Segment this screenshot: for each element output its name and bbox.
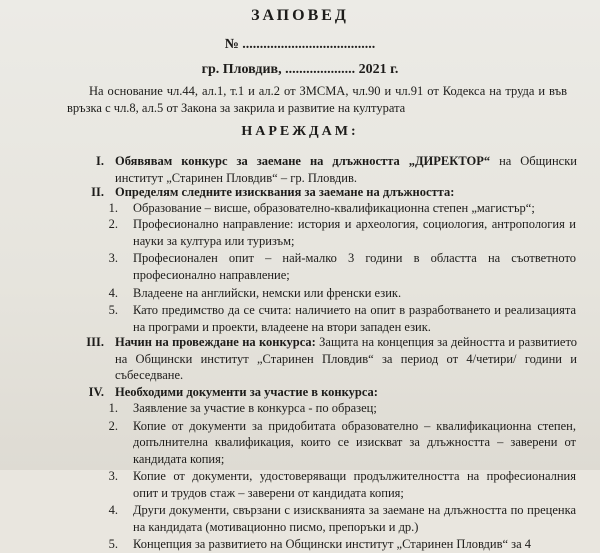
section-heading: Обявявам конкурс за заемане на длъжността „ДИРЕКТОР“ (115, 154, 491, 168)
order-number: № ...................................... (224, 37, 376, 52)
section-number: II. (91, 185, 104, 199)
legal-basis: На основание чл.44, ал.1, т.1 и ал.2 от ЗМСМА, чл.90 и чл.91 от Кодекса на труда и във връзка с чл.8, ал.5 от Закона за закрила и развитие на културата (67, 84, 567, 115)
document-title: ЗАПОВЕД (251, 7, 349, 24)
section-number: III. (86, 335, 104, 349)
section-text: на Общински институт „Старинен Пловдив“ – гр. Пловдив. (115, 154, 577, 185)
section-heading: Определям следните изисквания за заемане на длъжността: (115, 185, 455, 199)
section-heading: Начин на провеждане на конкурса: (115, 335, 316, 349)
section-number: IV. (88, 385, 104, 399)
document-page: ЗАПОВЕД № ...................................... гр. Пловдив, .................... 2021 г. На основание чл.44, ал.1, т.1 и ал.2 от ЗМСМА, чл.90 и чл.91 от Кодекса на труда и във връзка с чл.8, ал.5 от Закона за закрила и развитие на културата НАРЕЖДАМ: I. Обявявам конкурс за заемане на длъжността „ДИРЕКТОР“ на Общински институт „Старинен Пловдив“ – гр. Пловдив. II. Определям следните изисквания за заемане на длъжността: 1. Образование – висше, образователно-квалификационна степен „магистър“; 2. Професионално направление: история и археология, социология, антропология и науки за култура или туризъм; 3. Професионален опит – най-малко 3 години в областта на съответното професионално направление; 4. Владеене на английски, немски или френски език. 5. Като предимство да се счита: наличието на опит в разработването и реализацията на програми и проекти, владеене на втори западен език. III. Начин на провеждане на конкурса: Защита на концепция за дейността и развитието на Общински институт „Старинен Пловдив“ за период от 4/четири/ години и събеседване. IV. Необходими документи за участие в конкурса: 1. Заявление за участие в конкурса - по образец; 2. Копие от документи за придобитата образователно – квалификационна степен, допълнителна квалификация, които се изискват за длъжността – заверени от кандидата копия; 3. Копие от документи, удостоверяващи продължителността на професионалния опит и трудов стаж – заверени от кандидата копия; 4. Други документи, свързани с изискванията за заемане на длъжността по преценка на кандидата (мотивационно писмо, препоръки и др.) 5. Концепция за развитието на Общински институт „Старинен Пловдив“ за 4 (0, 0, 600, 470)
place-date: гр. Пловдив, .................... 2021 г. (201, 62, 399, 77)
section-text: Защита на концепция за дейността и развитието на Общински институт „Старинен Пловдив“ за период от 4/четири/ години и събеседване. (115, 335, 577, 382)
section-heading: Необходими документи за участие в конкурса: (115, 385, 378, 399)
section-number: I. (96, 154, 104, 168)
order-heading: НАРЕЖДАМ: (241, 124, 359, 139)
